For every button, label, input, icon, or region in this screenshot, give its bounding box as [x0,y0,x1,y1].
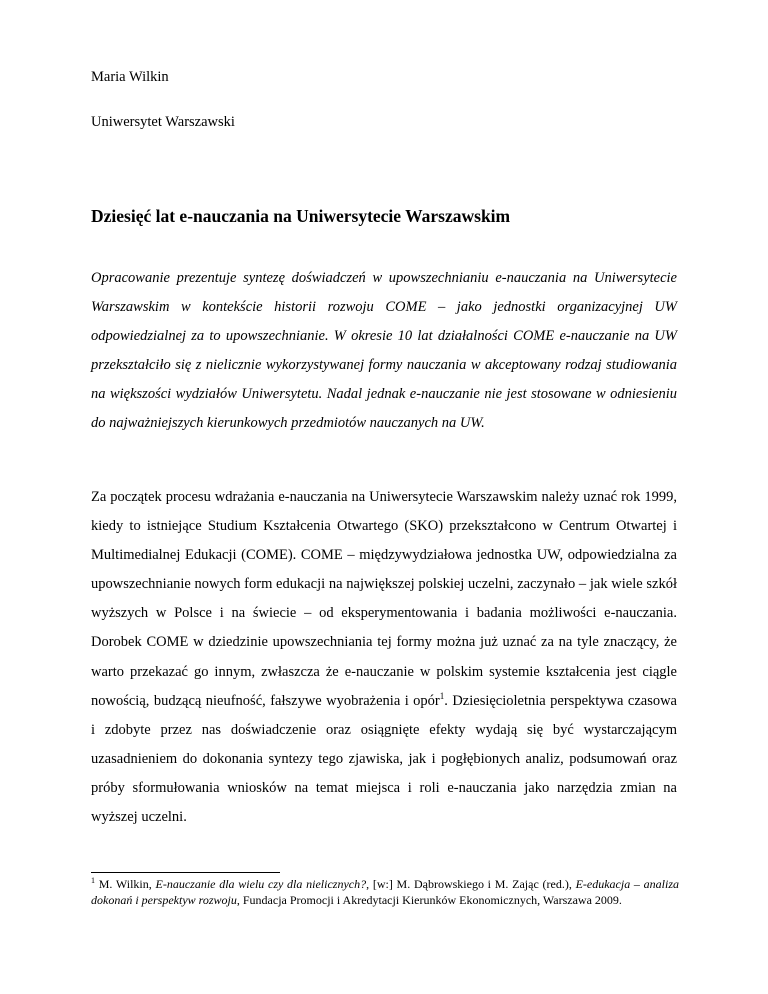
footnote-reference: 1 [439,690,445,701]
author-name: Maria Wilkin [91,69,169,85]
footnote-author: M. Wilkin, [98,877,152,891]
body-text-part-2: . Dziesięcioletnia perspektywa czasowa i zdobyte przez nas doświadczenie oraz osiągnięte efekty wydają się być wystarczającym uzasadnieniem do dokonania syntezy tego zjawiska, jak i pogłębionych analiz, podsumowań oraz próby sformułowania wniosków na temat miejsca i roli e-nauczania jako narzędzia zmian na wyższej uczelni. [91,692,677,826]
abstract-paragraph: Opracowanie prezentuje syntezę doświadczeń w upowszechnianiu e-nauczania na Uniwersytecie Warszawskim w kontekście historii rozwoju COME – jako jednostki organizacyjnej UW odpowiedzialnej za to upowszechnianie. W okresie 10 lat działalności COME e-nauczanie na UW przekształciło się z nielicznie wykorzystywanej formy nauczania w akceptowany rodzaj studiowania na większości wydziałów Uniwersytetu. Nadal jednak e-nauczanie nie jest stosowane w odniesieniu do najważniejszych kierunkowych przedmiotów nauczanych na UW. [91,270,677,432]
author-affiliation: Uniwersytet Warszawski [91,114,235,130]
body-paragraph [91,483,677,832]
footnote-mark: 1 [91,876,95,885]
footnote-book-title: E-edukacja – analiza dokonań i perspektyw rozwoju [91,877,679,907]
footnote [91,877,679,908]
paper-title: Dziesięć lat e-nauczania na Uniwersytecie Warszawskim [91,206,511,226]
footnote-separator [91,872,280,873]
body-text-part-1: Za początek procesu wdrażania e-nauczania na Uniwersytecie Warszawskim należy uznać rok 1999, kiedy to istniejące Studium Kształcenia Otwartego (SKO) przekształcono w Centrum Otwartej i Multimedialnej Edukacji (COME). COME – międzywydziałowa jednostka UW, odpowiedzialna za upowszechnianie nowych form edukacji na największej polskiej uczelni, zaczynało – jak wiele szkół wyższych w Polsce i na świecie – od eksperymentowania i badania możliwości e-nauczania. Dorobek COME w dziedzinie upowszechniania tej formy można już uznać za na tyle znaczący, że warto przekazać go innym, zwłaszcza że e-nauczanie w polskim systemie kształcenia jest ciągle nowością, budzącą nieufność, fałszywe wyobrażenia i opór [91,489,677,709]
footnote-editors: , [w:] M. Dąbrowskiego i M. Zając (red.), [366,877,572,891]
footnote-publisher: , Fundacja Promocji i Akredytacji Kierunków Ekonomicznych, Warszawa 2009. [236,892,622,907]
footnote-work-title: E-nauczanie dla wielu czy dla nielicznych? [155,877,367,891]
